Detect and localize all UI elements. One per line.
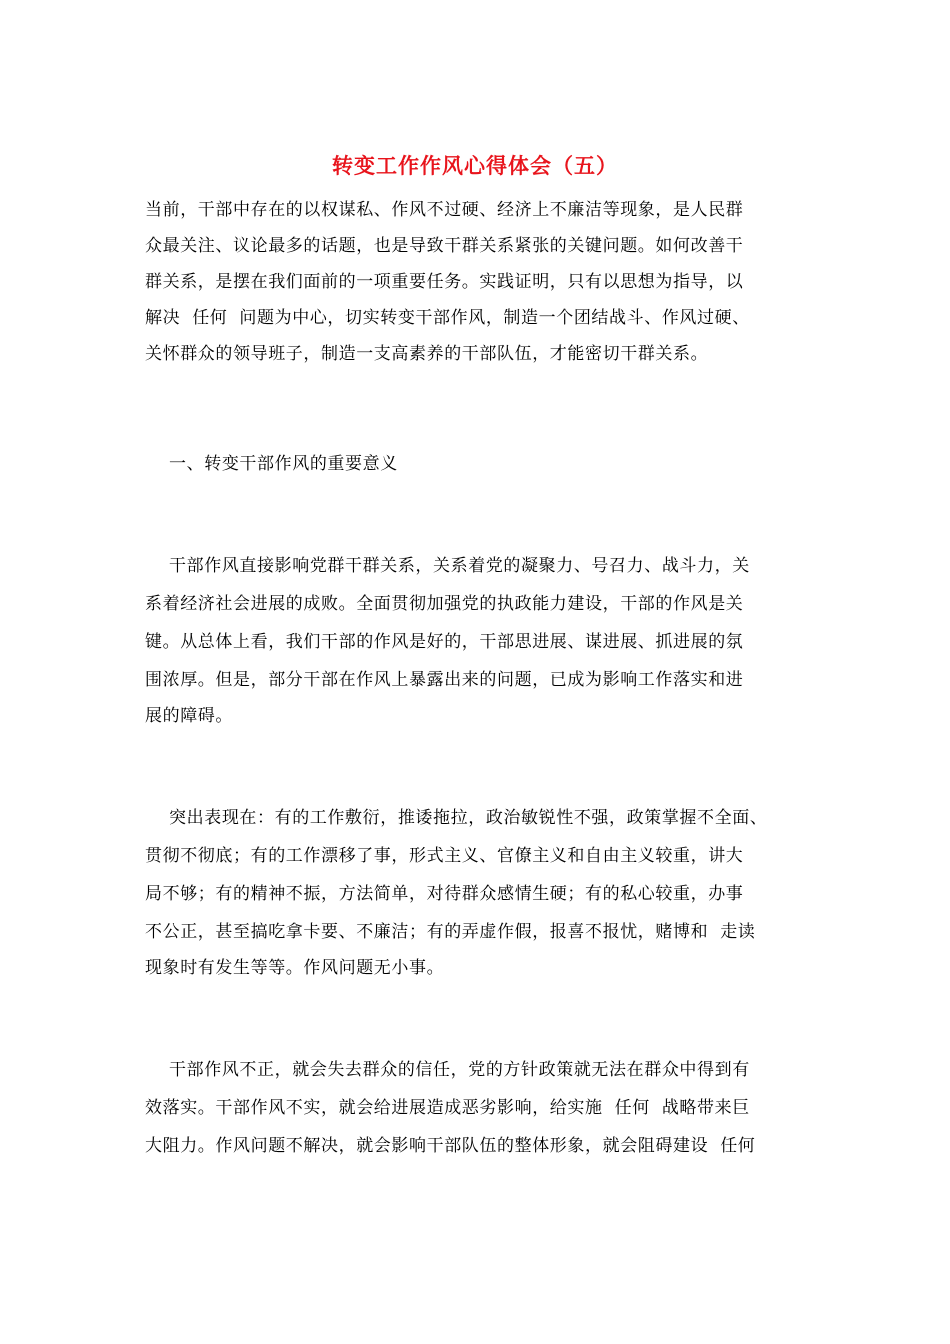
paragraph-3-line-1: 干部作风直接影响党群干群关系，关系着党的凝聚力、号召力、战斗力，关 bbox=[145, 556, 750, 576]
paragraph-4-line-1: 突出表现在：有的工作敷衍，推诿拖拉，政治敏锐性不强，政策掌握不全面、 bbox=[145, 808, 768, 828]
paragraph-3-line-3: 键。从总体上看，我们干部的作风是好的，干部思进展、谋进展、抓进展的氛 bbox=[145, 632, 744, 652]
paragraph-1-line-1: 当前，干部中存在的以权谋私、作风不过硬、经济上不廉洁等现象，是人民群 bbox=[145, 200, 744, 220]
paragraph-5-line-3: 大阻力。作风问题不解决，就会影响干部队伍的整体形象，就会阻碍建设 任何 bbox=[145, 1136, 756, 1156]
paragraph-1-line-4: 解决 任何 问题为中心，切实转变干部作风，制造一个团结战斗、作风过硬、 bbox=[145, 308, 750, 328]
document-title: 转变工作作风心得体会（五） bbox=[332, 153, 618, 178]
paragraph-3-line-4: 围浓厚。但是，部分干部在作风上暴露出来的问题，已成为影响工作落实和进 bbox=[145, 670, 744, 690]
paragraph-1-line-2: 众最关注、议论最多的话题，也是导致干群关系紧张的关键问题。如何改善干 bbox=[145, 236, 744, 256]
paragraph-4-line-5: 现象时有发生等等。作风问题无小事。 bbox=[145, 958, 445, 978]
paragraph-1-line-3: 群关系，是摆在我们面前的一项重要任务。实践证明，只有以思想为指导，以 bbox=[145, 272, 744, 292]
paragraph-1-line-5: 关怀群众的领导班子，制造一支高素养的干部队伍，才能密切干群关系。 bbox=[145, 344, 709, 364]
paragraph-4-line-2: 贯彻不彻底；有的工作漂移了事，形式主义、官僚主义和自由主义较重，讲大 bbox=[145, 846, 744, 866]
paragraph-4-line-3: 局不够；有的精神不振，方法简单，对待群众感情生硬；有的私心较重，办事 bbox=[145, 884, 744, 904]
paragraph-3-line-5: 展的障碍。 bbox=[145, 706, 233, 726]
paragraph-3-line-2: 系着经济社会进展的成败。全面贯彻加强党的执政能力建设，干部的作风是关 bbox=[145, 594, 744, 614]
paragraph-4-line-4: 不公正，甚至搞吃拿卡要、不廉洁；有的弄虚作假，报喜不报忧，赌博和 走读 bbox=[145, 922, 756, 942]
section-heading-1: 一、转变干部作风的重要意义 bbox=[145, 454, 398, 474]
paragraph-5-line-2: 效落实。干部作风不实，就会给进展造成恶劣影响，给实施 任何 战略带来巨 bbox=[145, 1098, 750, 1118]
paragraph-5-line-1: 干部作风不正，就会失去群众的信任，党的方针政策就无法在群众中得到有 bbox=[145, 1060, 750, 1080]
